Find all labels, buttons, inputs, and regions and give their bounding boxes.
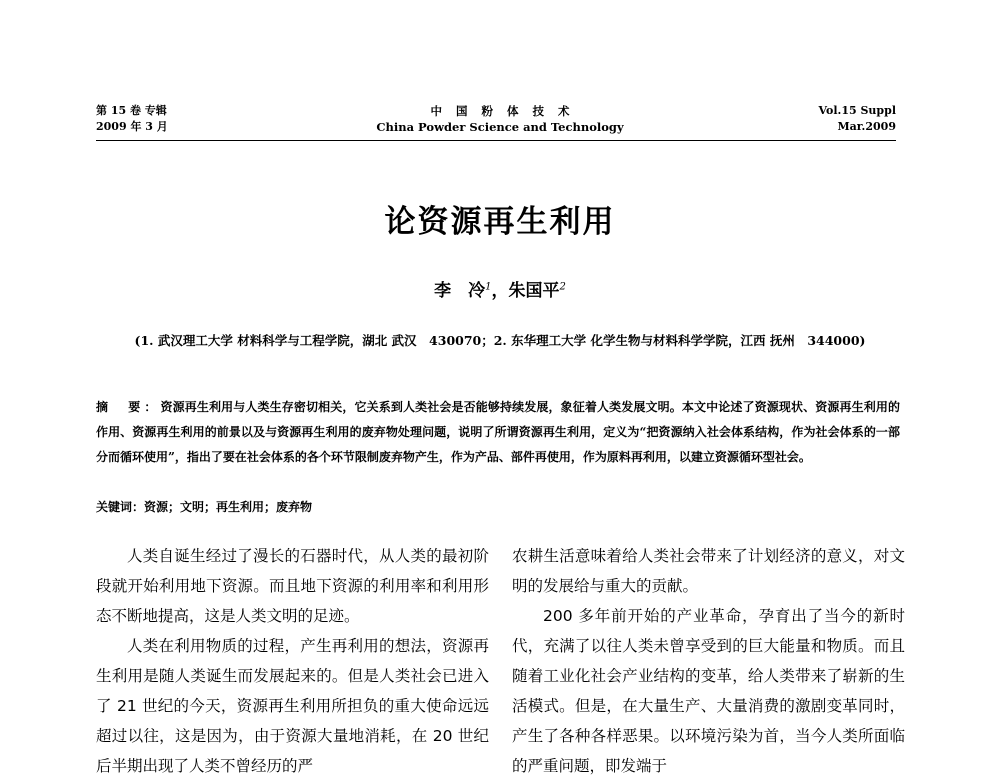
affiliations: (1. 武汉理工大学 材料科学与工程学院，湖北 武汉 430070；2. 东华理工大学 化学生物与材料科学学院，江西 抚州 344000) bbox=[134, 333, 866, 348]
header-volume-info-en bbox=[818, 103, 896, 135]
body-paragraph-continued: 农耕生活意味着给人类社会带来了计划经济的意义，对文明的发展给与重大的贡献。 bbox=[512, 547, 905, 595]
body-paragraph: 人类自诞生经过了漫长的石器时代，从人类的最初阶段就开始利用地下资源。而且地下资源的利用率和利用形态不断地提高，这是人类文明的足迹。 bbox=[96, 547, 489, 625]
author-1: 李 冷 bbox=[434, 281, 486, 301]
author-1-affil-mark: 1 bbox=[485, 281, 492, 293]
article-title: 论资源再生利用 bbox=[384, 204, 616, 240]
body-column-left bbox=[96, 541, 489, 781]
author-separator: ， bbox=[491, 281, 509, 301]
keywords-label: 关键词： bbox=[96, 500, 145, 514]
header-date: 2009 年 3 月 bbox=[96, 120, 168, 133]
author-2-affil-mark: 2 bbox=[559, 281, 566, 293]
journal-name-en: China Powder Science and Technology bbox=[376, 120, 624, 134]
header-rule bbox=[96, 140, 896, 141]
header-date-en: Mar.2009 bbox=[837, 120, 896, 133]
header-volume-en: Vol.15 Suppl bbox=[818, 104, 896, 117]
body-paragraph: 人类在利用物质的过程，产生再利用的想法，资源再生利用是随人类诞生而发展起来的。但是人类社会已进入了 21 世纪的今天，资源再生利用所担负的重大使命远远超过以往，这是因为，由于资源大量地消耗，在 20 世纪后半期出现了人类不曾经历的严 bbox=[96, 637, 489, 775]
author-list bbox=[0, 276, 1000, 301]
body-column-right bbox=[512, 541, 905, 781]
body-paragraph: 200 多年前开始的产业革命，孕育出了当今的新时代，充满了以往人类未曾享受到的巨大能量和物质。而且随着工业化社会产业结构的变革，给人类带来了崭新的生活模式。但是，在大量生产、大量消费的激剧变革同时，产生了各种各样恶果。以环境污染为首，当今人类所面临的严重问题，即发端于 bbox=[512, 607, 905, 775]
keywords bbox=[96, 495, 900, 520]
header-volume: 第 15 卷 专辑 bbox=[96, 104, 167, 117]
abstract bbox=[96, 395, 900, 470]
abstract-text: 资源再生利用与人类生存密切相关，它关系到人类社会是否能够持续发展，象征着人类发展文明。本文中论述了资源现状、资源再生利用的作用、资源再生利用的前景以及与资源再生利用的废弃物处理问题，说明了所谓资源再生利用，定义为“把资源纳入社会体系结构，作为社会体系的一部分而循环使用”，指出了要在社会体系的各个环节限制废弃物产生，作为产品、部件再使用，作为原料再利用，以建立资源循环型社会。 bbox=[96, 400, 900, 464]
keywords-text: 资源；文明；再生利用；废弃物 bbox=[144, 500, 313, 514]
journal-name-cn: 中国粉体技术 bbox=[430, 104, 584, 118]
abstract-label: 摘 要： bbox=[96, 400, 161, 414]
author-2: 朱国平 bbox=[508, 281, 560, 301]
